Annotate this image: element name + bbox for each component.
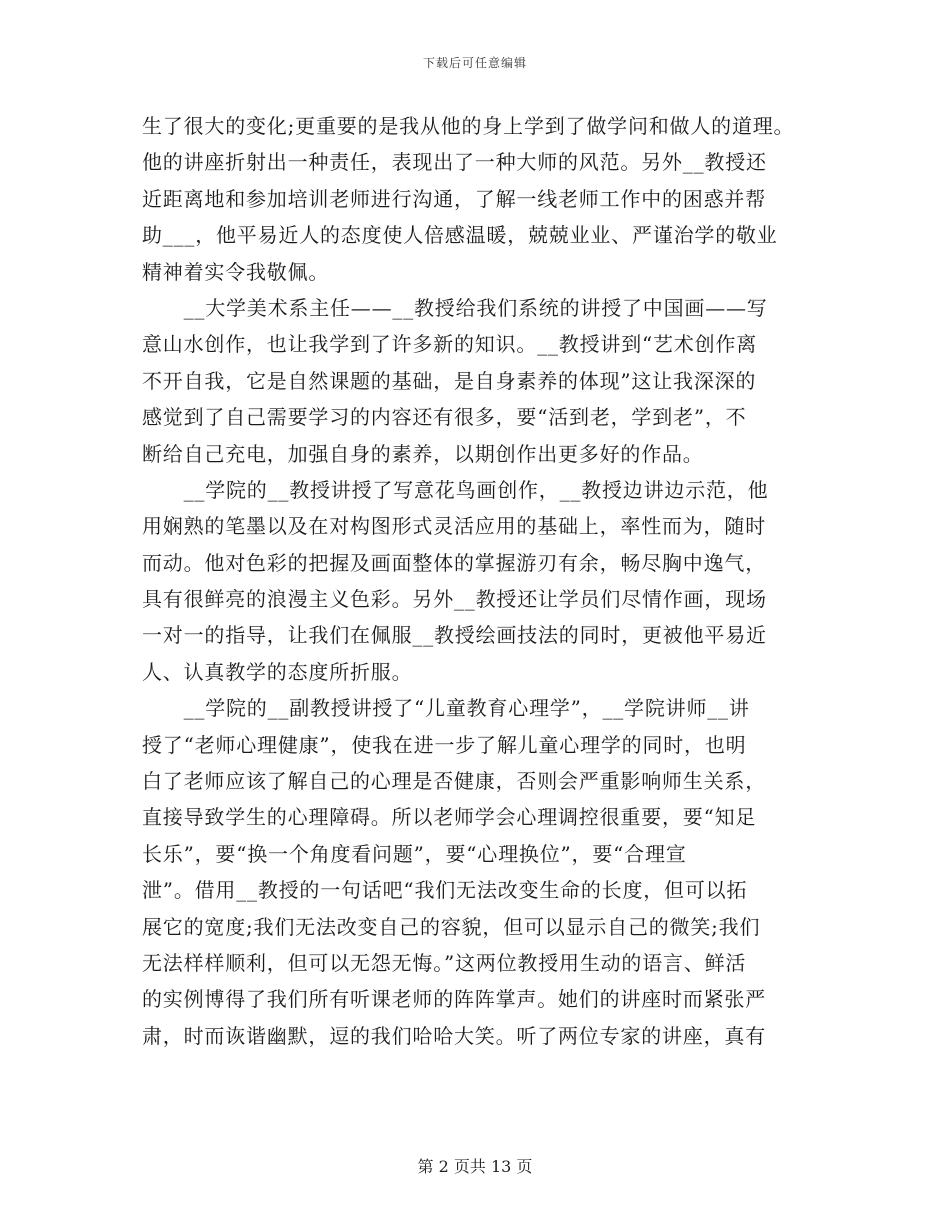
text-line: 意山水创作，也让我学到了许多新的知识。__教授讲到“艺术创作离 bbox=[142, 332, 758, 357]
text-line: 断给自己充电，加强自身的素养，以期创作出更多好的作品。 bbox=[142, 441, 704, 466]
text-line: 泄”。借用__教授的一句话吧“我们无法改变生命的长度，但可以拓 bbox=[142, 878, 748, 903]
text-line: 长乐”，要“换一个角度看问题”，要“心理换位”，要“合理宣 bbox=[142, 841, 687, 866]
text-line: 他的讲座折射出一种责任，表现出了一种大师的风范。另外__教授还 bbox=[142, 150, 767, 175]
text-line: 具有很鲜亮的浪漫主义色彩。另外__教授还让学员们尽情作画，现场 bbox=[142, 587, 767, 612]
page-header: 下载后可任意编辑 bbox=[422, 56, 527, 70]
text-line: 一对一的指导，让我们在佩服__教授绘画技法的同时，更被他平易近 bbox=[142, 623, 767, 648]
document-body bbox=[142, 108, 808, 1054]
text-line: 生了很大的变化;更重要的是我从他的身上学到了做学问和做人的道理。 bbox=[142, 114, 795, 138]
text-line: 白了老师应该了解自己的心理是否健康，否则会严重影响师生关系， bbox=[142, 769, 766, 794]
text-line: __学院的__副教授讲授了“儿童教育心理学”，__学院讲师__讲 bbox=[142, 696, 750, 721]
page-number-footer: 第 2 页共 13 页 bbox=[417, 1157, 533, 1176]
text-line: 授了“老师心理健康”，使我在进一步了解儿童心理学的同时，也明 bbox=[142, 732, 747, 757]
text-line: 精神着实令我敬佩。 bbox=[142, 259, 330, 284]
text-line: 人、认真教学的态度所折服。 bbox=[142, 659, 413, 684]
text-line: __学院的__教授讲授了写意花鸟画创作，__教授边讲边示范，他 bbox=[142, 477, 769, 502]
text-line: 助___，他平易近人的态度使人倍感温暖，兢兢业业、严谨治学的敬业 bbox=[142, 223, 778, 248]
text-line: 肃，时而诙谐幽默，逗的我们哈哈大笑。听了两位专家的讲座，真有 bbox=[142, 1023, 766, 1048]
text-line: 近距离地和参加培训老师进行沟通，了解一线老师工作中的困惑并帮 bbox=[142, 186, 766, 211]
text-line: 展它的宽度;我们无法改变自己的容貌，但可以显示自己的微笑;我们 bbox=[142, 914, 761, 939]
text-line: 无法样样顺利，但可以无怨无悔。”这两位教授用生动的语言、鲜活 bbox=[142, 950, 747, 975]
text-line: 不开自我，它是自然课题的基础，是自身素养的体现”这让我深深的 bbox=[142, 368, 757, 393]
text-line: __大学美术系主任——__教授给我们系统的讲授了中国画——写 bbox=[142, 295, 768, 320]
text-line: 而动。他对色彩的把握及画面整体的掌握游刃有余，畅尽胸中逸气， bbox=[142, 550, 766, 575]
text-line: 用娴熟的笔墨以及在对构图形式灵活应用的基础上，率性而为，随时 bbox=[142, 514, 766, 539]
text-line: 直接导致学生的心理障碍。所以老师学会心理调控很重要，要“知足 bbox=[142, 805, 757, 830]
text-line: 感觉到了自己需要学习的内容还有很多，要“活到老，学到老”，不 bbox=[142, 405, 747, 430]
text-line: 的实例博得了我们所有听课老师的阵阵掌声。她们的讲座时而紧张严 bbox=[142, 987, 766, 1012]
